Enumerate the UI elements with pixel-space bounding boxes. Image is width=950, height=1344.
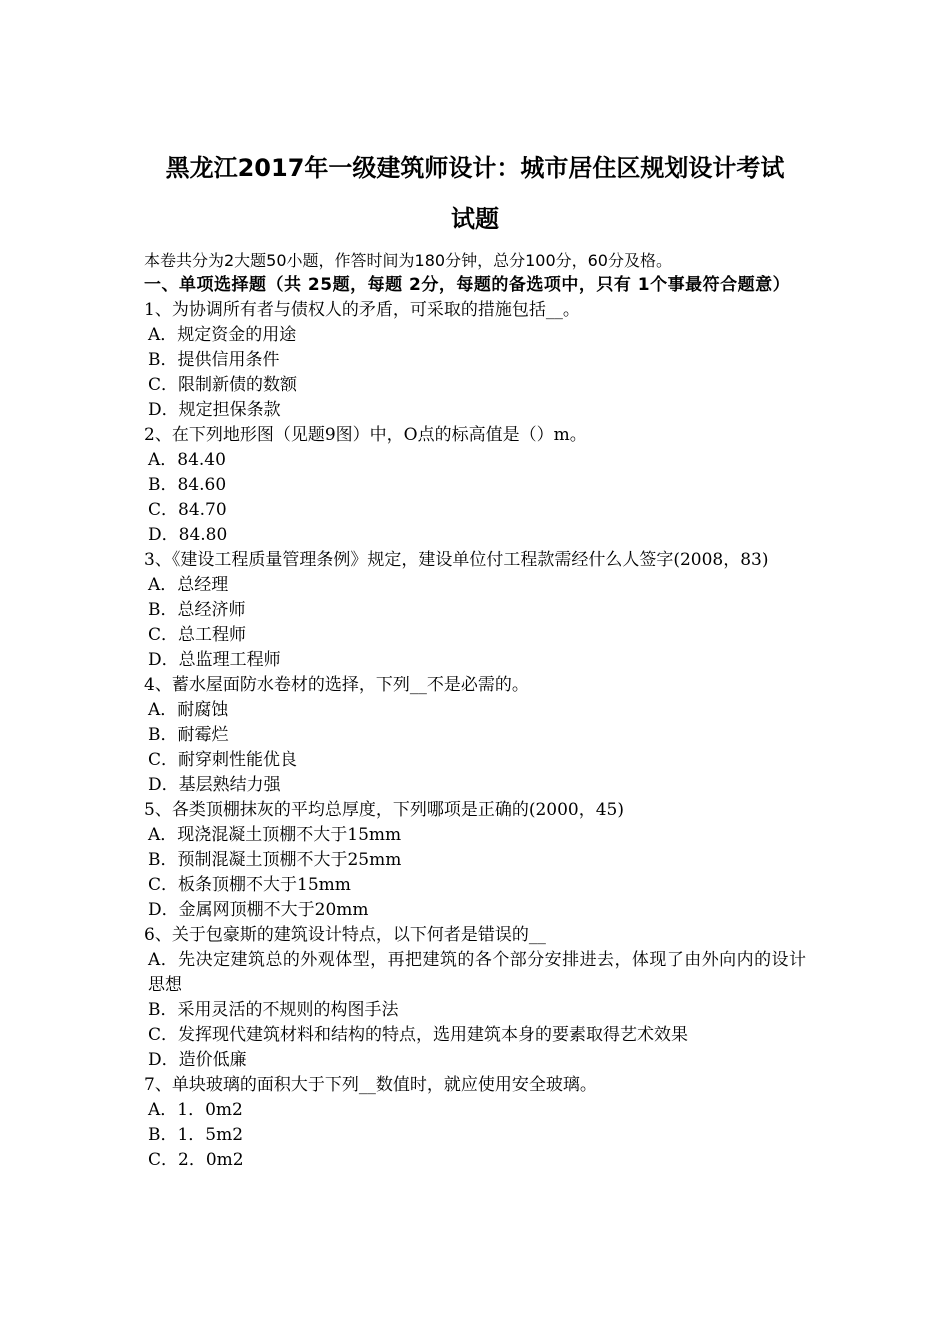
option-a: A．1．0m2 — [148, 1100, 243, 1120]
option-b: B．耐霉烂 — [148, 725, 229, 745]
question-5 — [144, 798, 806, 923]
option-a: A．先决定建筑总的外观体型，再把建筑的各个部分安排进去，体现了由外向内的设计思想 — [148, 950, 806, 995]
question-stem: 7、单块玻璃的面积大于下列__数值时，就应使用安全玻璃。 — [144, 1075, 597, 1095]
option-a: A．总经理 — [148, 575, 229, 595]
document-title-line1: 黑龙江2017年一级建筑师设计：城市居住区规划设计考试 — [165, 154, 785, 182]
option-d: D．金属网顶棚不大于20mm — [148, 900, 369, 920]
option-d: D．84.80 — [148, 525, 228, 545]
option-d: D．总监理工程师 — [148, 650, 281, 670]
option-c: C．板条顶棚不大于15mm — [148, 875, 351, 895]
question-2 — [144, 423, 806, 548]
question-3 — [144, 548, 806, 673]
option-c: C．84.70 — [148, 500, 227, 520]
question-stem: 3、《建设工程质量管理条例》规定，建设单位付工程款需经什么人签字(2008，83) — [144, 550, 769, 570]
option-b: B．预制混凝土顶棚不大于25mm — [148, 850, 402, 870]
option-d: D．造价低廉 — [148, 1050, 247, 1070]
option-c: C．限制新债的数额 — [148, 375, 298, 395]
exam-intro: 本卷共分为2大题50小题，作答时间为180分钟，总分100分，60分及格。 — [144, 251, 672, 270]
option-b: B．总经济师 — [148, 600, 246, 620]
question-7 — [144, 1073, 806, 1173]
option-b: B．1．5m2 — [148, 1125, 244, 1145]
question-stem: 2、在下列地形图（见题9图）中，O点的标高值是（）m。 — [144, 425, 587, 445]
option-a: A．84.40 — [148, 450, 226, 470]
option-a: A．规定资金的用途 — [148, 325, 297, 345]
question-1 — [144, 298, 806, 423]
option-c: C．2．0m2 — [148, 1150, 244, 1170]
document-title-line2: 试题 — [451, 205, 499, 233]
option-b: B．84.60 — [148, 475, 227, 495]
document-body — [144, 248, 806, 1173]
option-c: C．耐穿刺性能优良 — [148, 750, 298, 770]
option-c: C．总工程师 — [148, 625, 247, 645]
question-stem: 4、蓄水屋面防水卷材的选择，下列__不是必需的。 — [144, 675, 529, 695]
option-b: B．采用灵活的不规则的构图手法 — [148, 1000, 399, 1020]
option-d: D．基层熟结力强 — [148, 775, 281, 795]
question-stem: 6、关于包豪斯的建筑设计特点，以下何者是错误的__ — [144, 925, 546, 945]
question-stem: 5、各类顶棚抹灰的平均总厚度，下列哪项是正确的(2000，45) — [144, 800, 624, 820]
section-heading: 一、单项选择题（共 25题，每题 2分，每题的备选项中，只有 1个事最符合题意） — [144, 275, 791, 295]
option-a: A．现浇混凝土顶棚不大于15mm — [148, 825, 402, 845]
question-stem: 1、为协调所有者与债权人的矛盾，可采取的措施包括__。 — [144, 300, 580, 320]
option-c: C．发挥现代建筑材料和结构的特点，选用建筑本身的要素取得艺术效果 — [148, 1025, 689, 1045]
option-b: B．提供信用条件 — [148, 350, 280, 370]
question-4 — [144, 673, 806, 798]
option-a: A．耐腐蚀 — [148, 700, 229, 720]
option-d: D．规定担保条款 — [148, 400, 281, 420]
question-6 — [144, 923, 806, 1073]
